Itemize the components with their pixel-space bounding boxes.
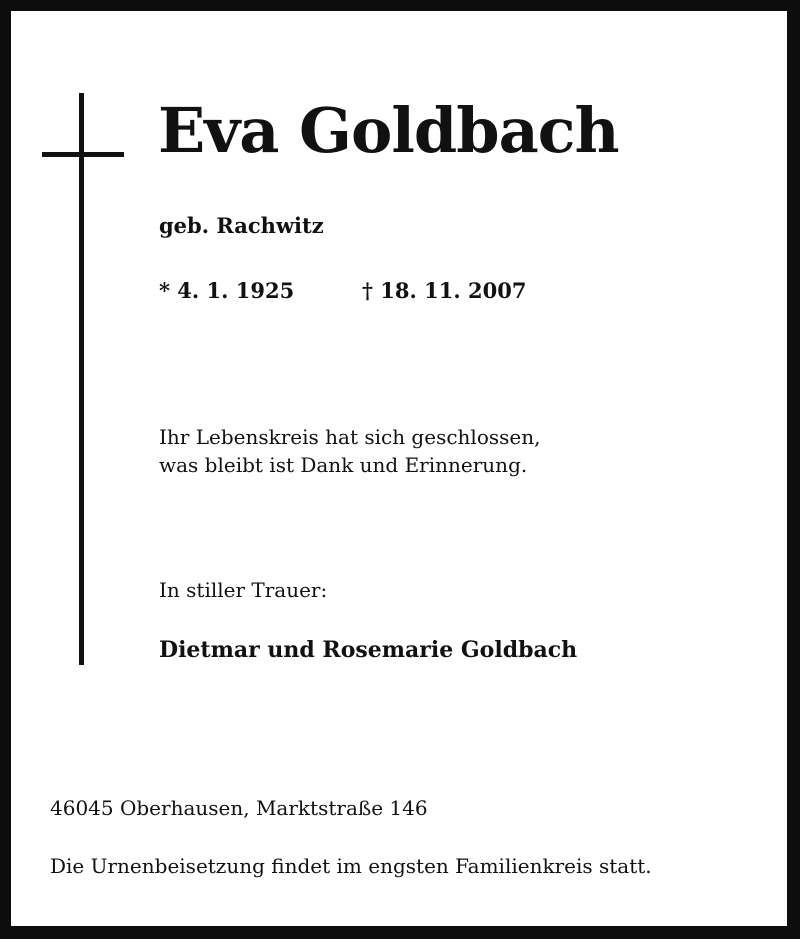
verse-line-1: Ihr Lebenskreis hat sich geschlossen, — [159, 425, 541, 449]
maiden-name: geb. Rachwitz — [159, 213, 324, 238]
verse-line-2: was bleibt ist Dank und Erinnerung. — [159, 453, 528, 477]
verse — [159, 423, 540, 479]
mourning-intro: In stiller Trauer: — [159, 578, 328, 602]
mourners-names: Dietmar und Rosemarie Goldbach — [159, 637, 578, 663]
birth-date: * 4. 1. 1925 — [159, 278, 295, 303]
burial-notice: Die Urnenbeisetzung findet im engsten Familienkreis statt. — [50, 854, 652, 878]
address: 46045 Oberhausen, Marktstraße 146 — [50, 796, 428, 820]
deceased-name: Eva Goldbach — [158, 94, 619, 167]
death-date: † 18. 11. 2007 — [362, 278, 527, 303]
cross-icon-crossbar — [42, 152, 124, 157]
cross-icon — [79, 93, 84, 665]
